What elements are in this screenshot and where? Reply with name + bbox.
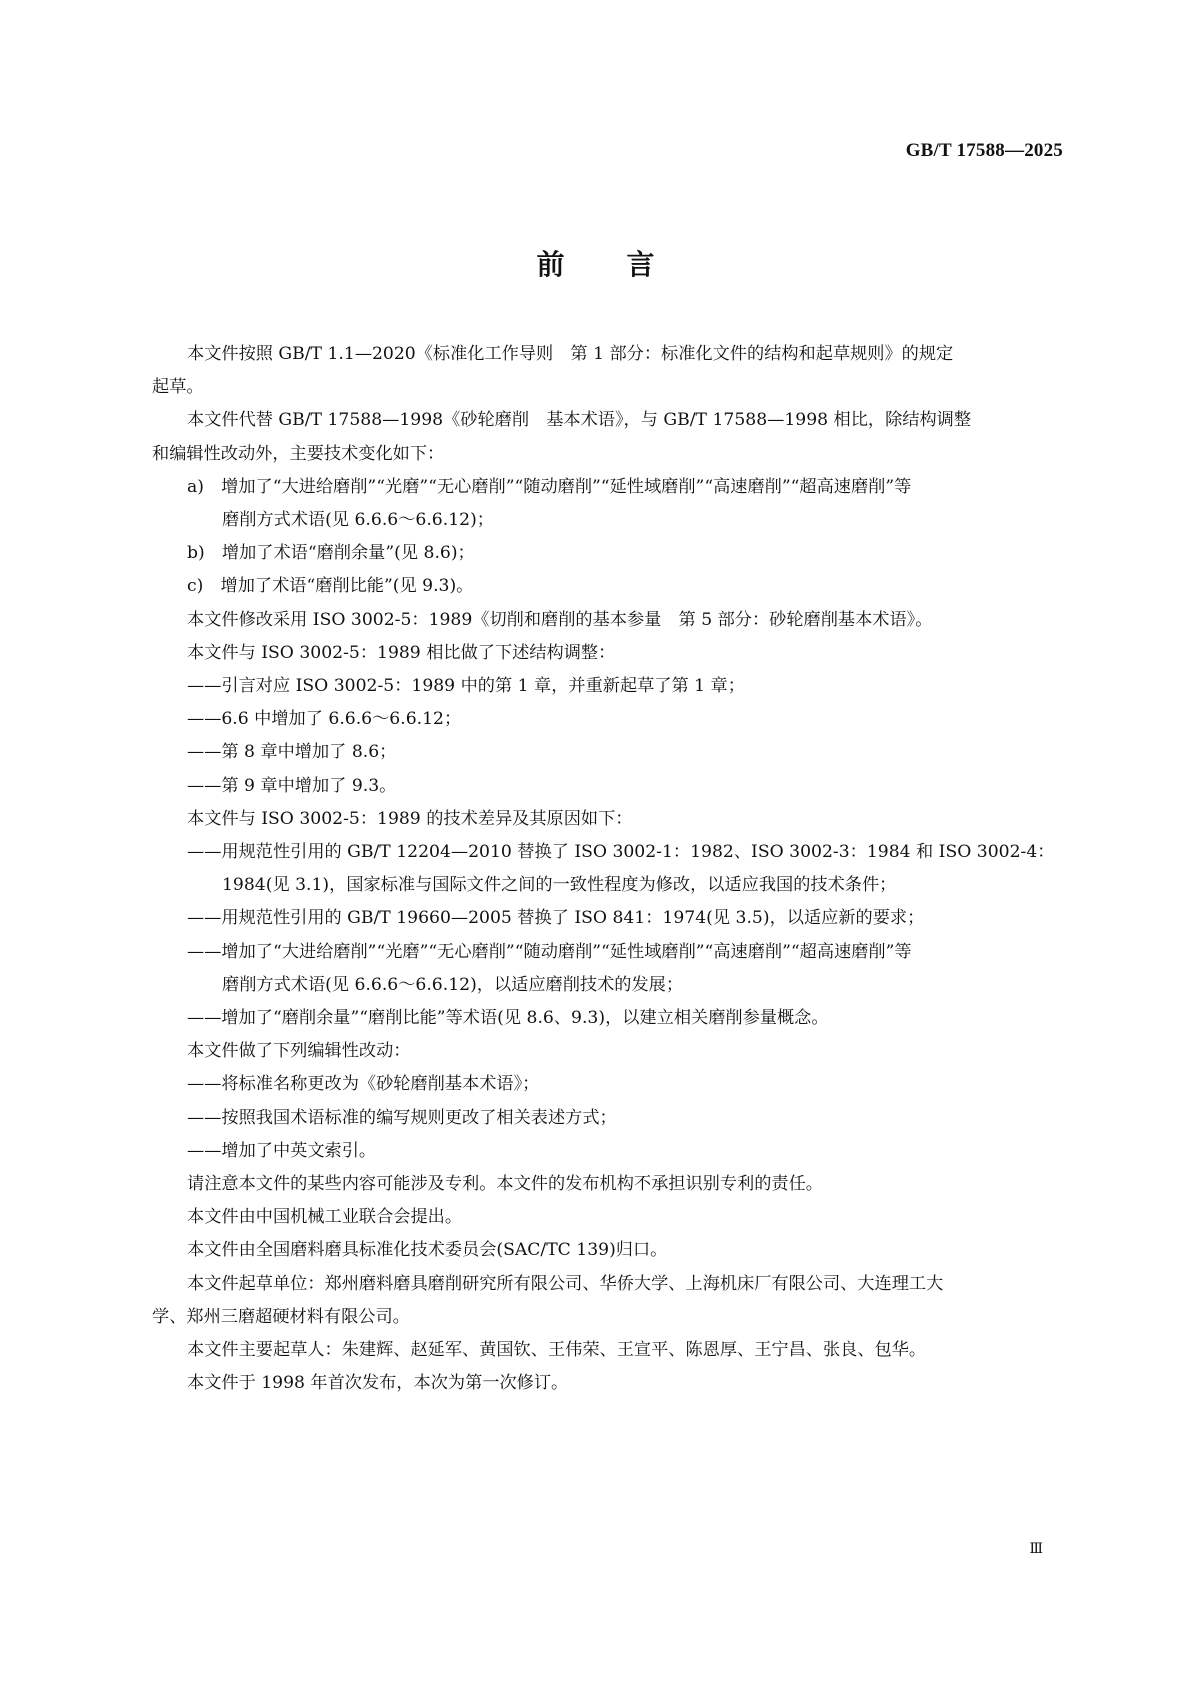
list-item-continuation: 磨削方式术语(见 6.6.6～6.6.12)； (222, 510, 494, 531)
dash-item: ——用规范性引用的 GB/T 12204—2010 替换了 ISO 3002-1：1982、ISO 3002-3：1984 和 ISO 3002-4： (187, 842, 1055, 863)
paragraph-line: 本文件由全国磨料磨具标准化技术委员会(SAC/TC 139)归口。 (187, 1240, 668, 1261)
dash-item: ——将标准名称更改为《砂轮磨削基本术语》； (187, 1074, 540, 1095)
preface-body (152, 338, 1064, 1401)
paragraph-line: 本文件修改采用 ISO 3002-5：1989《切削和磨削的基本参量 第 5 部分：砂轮磨削基本术语》。 (187, 609, 933, 630)
dash-item: ——用规范性引用的 GB/T 19660—2005 替换了 ISO 841：1974(见 3.5)，以适应新的要求； (187, 908, 925, 929)
paragraph-line: 本文件做了下列编辑性改动： (187, 1041, 411, 1062)
dash-item-continuation: 1984(见 3.1)，国家标准与国际文件之间的一致性程度为修改，以适应我国的技术条件； (222, 875, 897, 896)
dash-item-continuation: 磨削方式术语(见 6.6.6～6.6.12)，以适应磨削技术的发展； (222, 974, 684, 995)
paragraph-line: 学、郑州三磨超硬材料有限公司。 (152, 1306, 410, 1327)
dash-item: ——6.6 中增加了 6.6.6～6.6.12； (187, 709, 462, 730)
paragraph-line: 本文件按照 GB/T 1.1—2020《标准化工作导则 第 1 部分：标准化文件的结构和起草规则》的规定 (187, 344, 954, 364)
paragraph-line: 本文件代替 GB/T 17588—1998《砂轮磨削 基本术语》，与 GB/T 17588—1998 相比，除结构调整 (187, 410, 972, 431)
page-title (0, 243, 1191, 283)
paragraph-line: 本文件与 ISO 3002-5：1989 的技术差异及其原因如下： (187, 808, 633, 829)
page-number: Ⅲ (1029, 1541, 1043, 1557)
paragraph-line: 本文件于 1998 年首次发布，本次为第一次修订。 (187, 1373, 569, 1394)
paragraph-line: 和编辑性改动外，主要技术变化如下： (152, 443, 445, 464)
dash-item: ——第 8 章中增加了 8.6； (187, 742, 397, 763)
list-item: a) 增加了“大进给磨削”“光磨”“无心磨削”“随动磨削”“延性域磨削”“高速磨削”“超高速磨削”等 (187, 476, 912, 497)
paragraph-line: 本文件起草单位：郑州磨料磨具磨削研究所有限公司、华侨大学、上海机床厂有限公司、大连理工大 (187, 1273, 944, 1294)
dash-item: ——增加了“磨削余量”“磨削比能”等术语(见 8.6、9.3)，以建立相关磨削参量概念。 (187, 1008, 829, 1029)
dash-item: ——按照我国术语标准的编写规则更改了相关表述方式； (187, 1107, 617, 1128)
paragraph-line: 本文件由中国机械工业联合会提出。 (187, 1207, 463, 1228)
dash-item: ——第 9 章中增加了 9.3。 (187, 775, 397, 796)
title-char-2: 言 (626, 248, 655, 281)
list-item: b) 增加了术语“磨削余量”(见 8.6)； (187, 543, 475, 564)
title-char-1: 前 (536, 248, 565, 281)
dash-item: ——引言对应 ISO 3002-5：1989 中的第 1 章，并重新起草了第 1 章； (187, 676, 745, 697)
paragraph-line: 本文件与 ISO 3002-5：1989 相比做了下述结构调整： (187, 642, 616, 663)
dash-item: ——增加了中英文索引。 (187, 1140, 377, 1161)
list-item: c) 增加了术语“磨削比能”(见 9.3)。 (187, 576, 474, 597)
standard-number: GB/T 17588—2025 (905, 140, 1063, 161)
dash-item: ——增加了“大进给磨削”“光磨”“无心磨削”“随动磨削”“延性域磨削”“高速磨削”“超高速磨削”等 (187, 941, 912, 962)
paragraph-line: 本文件主要起草人：朱建辉、赵延军、黄国钦、王伟荣、王宣平、陈恩厚、王宁昌、张良、包华。 (187, 1340, 927, 1361)
paragraph-line: 起草。 (152, 377, 204, 398)
paragraph-line: 请注意本文件的某些内容可能涉及专利。本文件的发布机构不承担识别专利的责任。 (187, 1174, 823, 1195)
